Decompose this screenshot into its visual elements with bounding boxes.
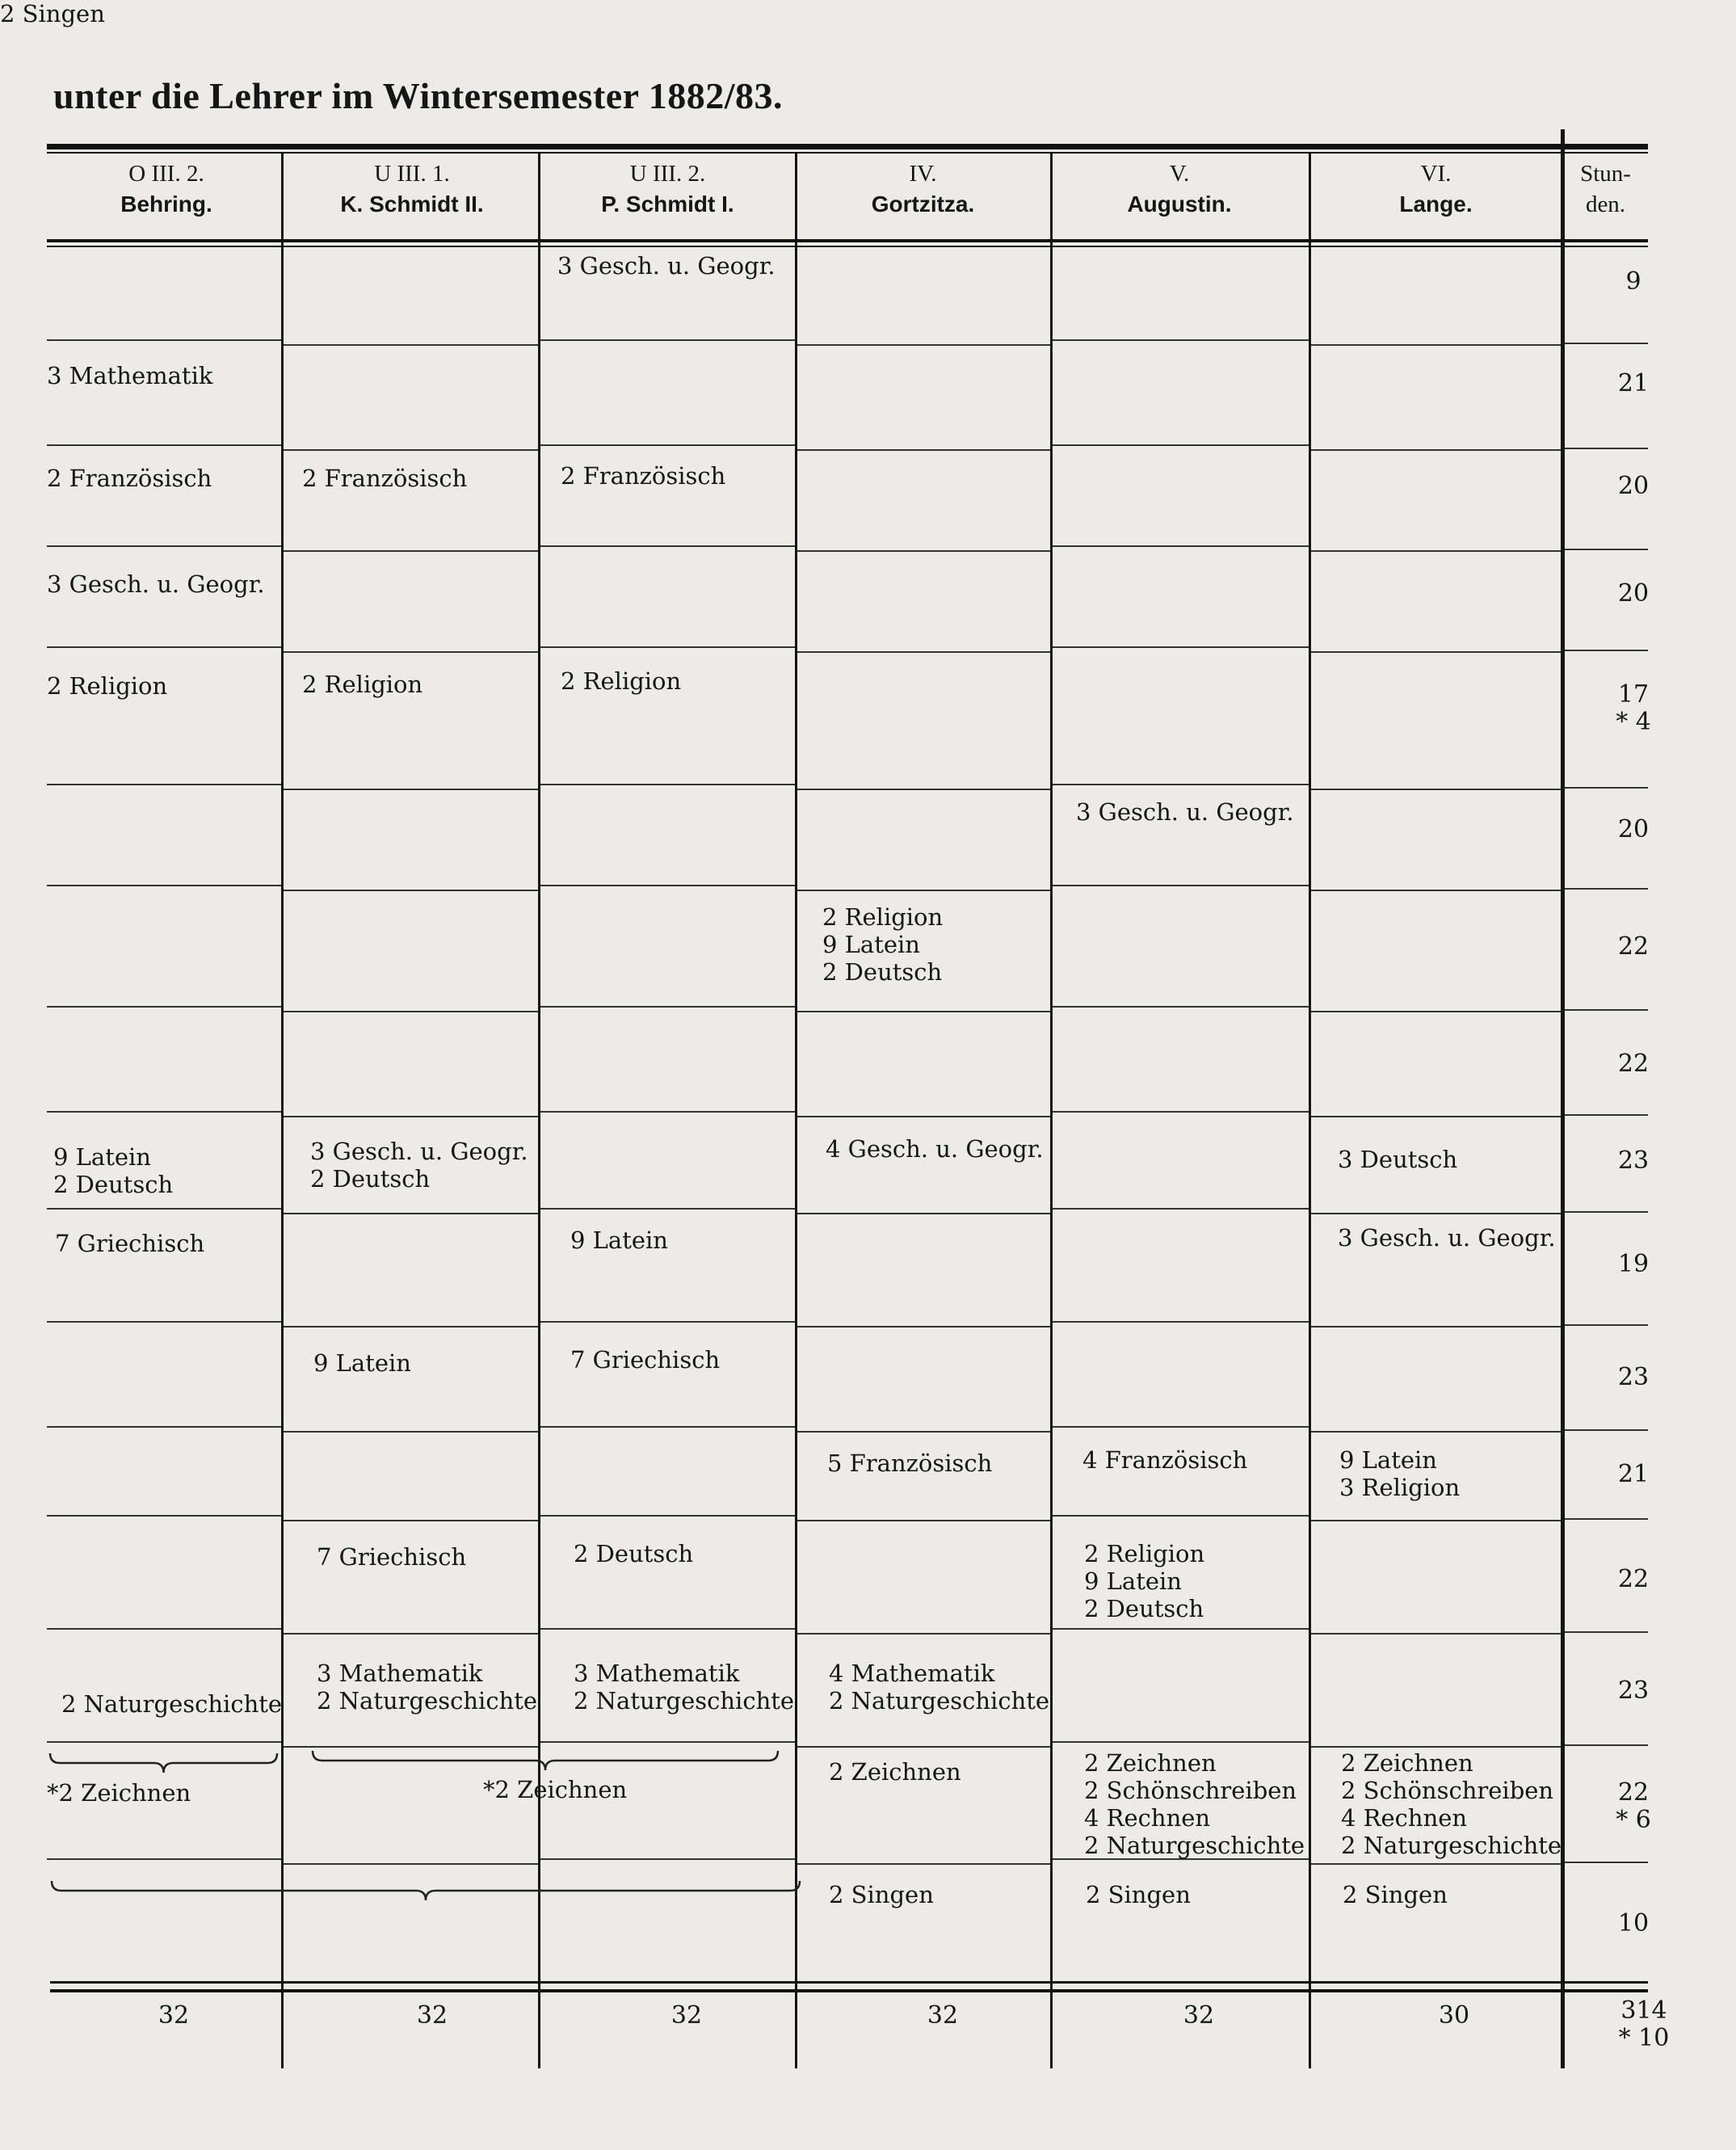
row-rule [1311, 1116, 1561, 1117]
hours-line: 22 [1617, 1050, 1650, 1078]
table-cell [1341, 1749, 1562, 1859]
row-rule [1565, 1429, 1648, 1431]
row-rule [284, 449, 538, 451]
column-header-class: O III. 2. [128, 161, 204, 187]
cell-line: 2 Deutsch [310, 1165, 431, 1193]
row-rule [1053, 1628, 1309, 1630]
cell-line: 2 Naturgeschichte [1341, 1832, 1562, 1859]
hours-line: 19 [1617, 1250, 1650, 1278]
page-title: unter die Lehrer im Wintersemester 1882/83. [53, 75, 784, 116]
column-header-teacher: den. [1585, 191, 1626, 217]
column-header-4 [796, 158, 1050, 220]
row-rule [1053, 1515, 1309, 1517]
cell-line: 2 Deutsch [53, 1171, 174, 1198]
row-rule [284, 1633, 538, 1635]
cell-line: 9 Latein [822, 931, 920, 958]
table-cell [1086, 1881, 1191, 1908]
table-cell [1082, 1446, 1247, 1474]
total-line: 30 [1438, 2001, 1470, 2030]
cell-line: 2 Singen [1086, 1881, 1191, 1908]
cell-line: 2 Zeichnen [1084, 1749, 1217, 1777]
hours-line: 22 [1617, 1565, 1650, 1593]
column-header-1 [48, 158, 284, 220]
table-cell [317, 1543, 466, 1571]
cell-line: 2 Deutsch [822, 958, 943, 986]
row-rule [540, 1628, 795, 1630]
column-divider-1 [281, 154, 284, 2068]
brace-singen [50, 1879, 801, 1904]
table-cell [47, 362, 212, 389]
cell-line: 7 Griechisch [570, 1346, 721, 1374]
top-rule-thin [47, 152, 1648, 154]
cell-line: *2 Zeichnen [483, 1776, 628, 1803]
hours-cell [1593, 1050, 1674, 1078]
column-header-class: U III. 2. [629, 161, 706, 187]
table-cell [829, 1758, 961, 1786]
hours-cell [1593, 681, 1674, 736]
table-cell [53, 1143, 173, 1198]
row-rule [47, 646, 281, 648]
cell-line: 3 Mathematik [574, 1660, 740, 1687]
cell-line: 2 Naturgeschichte [574, 1687, 795, 1715]
hours-line: 23 [1617, 1363, 1650, 1391]
table-cell [561, 462, 725, 490]
cell-line: 3 Gesch. u. Geogr. [47, 570, 265, 598]
row-rule [540, 646, 795, 648]
cell-line: 2 Religion [302, 671, 423, 698]
row-rule [47, 784, 281, 785]
row-rule [1311, 344, 1561, 346]
table-cell [61, 1690, 282, 1718]
row-rule [797, 1116, 1050, 1117]
row-rule [47, 1006, 281, 1008]
row-rule [540, 885, 795, 886]
hours-line: 20 [1617, 815, 1650, 844]
row-rule [540, 444, 795, 446]
cell-line: 7 Griechisch [55, 1230, 205, 1257]
hours-line: 21 [1617, 369, 1650, 398]
total-line: 314 [1620, 1996, 1667, 2025]
column-header-class: IV. [909, 161, 937, 187]
table-cell [55, 1230, 204, 1257]
row-rule [540, 1858, 795, 1860]
cell-line: 2 Französisch [561, 462, 726, 490]
hours-line: 10 [1617, 1909, 1650, 1938]
row-rule [1565, 1009, 1648, 1011]
row-rule [1311, 1633, 1561, 1635]
column-header-3 [540, 158, 796, 220]
hours-cell [1593, 1251, 1674, 1278]
row-rule [1311, 890, 1561, 891]
table-cell [0, 0, 105, 27]
row-rule [1311, 789, 1561, 790]
cell-line: *2 Zeichnen [47, 1779, 191, 1807]
cell-line: 2 Naturgeschichte [317, 1687, 538, 1715]
row-rule [1053, 444, 1309, 446]
cell-line: 4 Mathematik [829, 1660, 995, 1687]
row-rule [1565, 650, 1648, 651]
row-rule [47, 1628, 281, 1630]
hours-cell [1593, 933, 1674, 961]
table-cell [47, 672, 167, 700]
row-rule [47, 1741, 281, 1743]
row-rule [47, 1208, 281, 1210]
row-rule [47, 1321, 281, 1323]
column-header-teacher: Gortzitza. [871, 191, 975, 217]
header-rule [47, 239, 1648, 242]
table-cell [1076, 798, 1294, 826]
cell-line: 2 Singen [829, 1881, 934, 1908]
hours-line: 21 [1617, 1460, 1650, 1488]
row-rule [797, 1633, 1050, 1635]
cell-line: 7 Griechisch [317, 1543, 467, 1571]
hours-line: * 6 [1616, 1806, 1651, 1834]
table-cell [47, 570, 265, 598]
row-rule [1565, 787, 1648, 789]
column-header-7 [1563, 158, 1648, 220]
cell-line: 2 Singen [0, 0, 105, 27]
table-cell [570, 1346, 720, 1374]
row-rule [1565, 343, 1648, 344]
row-rule [540, 1006, 795, 1008]
row-rule [1053, 1006, 1309, 1008]
hours-cell [1593, 1147, 1674, 1175]
row-rule [797, 1520, 1050, 1521]
cell-line: 2 Singen [1343, 1881, 1448, 1908]
row-rule [797, 550, 1050, 552]
table-cell [574, 1540, 693, 1567]
column-header-teacher: Lange. [1399, 191, 1473, 217]
row-rule [540, 1208, 795, 1210]
hours-line: 23 [1617, 1147, 1650, 1175]
cell-line: 3 Gesch. u. Geogr. [1338, 1224, 1556, 1252]
cell-line: 2 Schönschreiben [1084, 1777, 1297, 1804]
table-cell [317, 1660, 537, 1715]
cell-line: 4 Französisch [1082, 1446, 1248, 1474]
cell-line: 4 Rechnen [1084, 1804, 1211, 1832]
column-header-5 [1050, 158, 1309, 220]
cell-line: 2 Religion [822, 903, 944, 931]
hours-line: 17 [1617, 680, 1650, 709]
table-cell [827, 1449, 992, 1477]
column-header-teacher: P. Schmidt I. [601, 191, 734, 217]
total-line: 32 [927, 2001, 959, 2030]
cell-line: 2 Französisch [302, 465, 468, 492]
hours-line: * 4 [1616, 708, 1651, 736]
row-rule [797, 1431, 1050, 1433]
table-cell [1338, 1224, 1556, 1252]
column-header-class: Stun- [1580, 161, 1631, 187]
top-rule-thick [47, 144, 1648, 149]
row-rule [540, 1426, 795, 1428]
brace-zeichnen-mid [311, 1749, 780, 1773]
row-rule [1311, 1431, 1561, 1433]
row-rule [797, 1746, 1050, 1748]
cell-line: 2 Religion [1084, 1540, 1205, 1567]
row-rule [47, 545, 281, 547]
table-cell [47, 465, 212, 492]
row-rule [1565, 1518, 1648, 1520]
row-rule [284, 789, 538, 790]
row-rule [540, 784, 795, 785]
cell-line: 9 Latein [570, 1226, 668, 1254]
table-cell [313, 1349, 411, 1377]
row-rule [47, 1111, 281, 1113]
row-rule [284, 890, 538, 891]
hours-line: 23 [1617, 1677, 1650, 1705]
hours-cell [1593, 1910, 1674, 1938]
row-rule [1565, 1744, 1648, 1746]
total-3 [638, 2002, 735, 2030]
row-rule [540, 1111, 795, 1113]
total-2 [384, 2002, 481, 2030]
row-rule [284, 1213, 538, 1214]
row-rule [284, 1326, 538, 1327]
row-rule [284, 1520, 538, 1521]
column-header-class: VI. [1420, 161, 1452, 187]
column-divider-3 [795, 154, 797, 2068]
row-rule [47, 885, 281, 886]
hours-line: 20 [1617, 472, 1650, 500]
cell-line: 3 Deutsch [1338, 1146, 1458, 1173]
row-rule [1311, 550, 1561, 552]
hours-cell [1593, 580, 1674, 608]
column-header-6 [1309, 158, 1563, 220]
cell-line: 4 Gesch. u. Geogr. [826, 1135, 1044, 1163]
row-rule [1311, 1326, 1561, 1327]
total-4 [894, 2002, 991, 2030]
row-rule [47, 444, 281, 446]
hours-line: 9 [1625, 267, 1641, 296]
total-line: 32 [158, 2001, 190, 2030]
cell-line: 9 Latein [1339, 1446, 1437, 1474]
cell-line: 2 Naturgeschichte [61, 1690, 283, 1718]
row-rule [797, 1213, 1050, 1214]
total-5 [1150, 2002, 1247, 2030]
cell-line: 2 Religion [561, 667, 682, 695]
row-rule [1565, 1324, 1648, 1326]
cell-line: 2 Naturgeschichte [1084, 1832, 1305, 1859]
row-rule [1565, 549, 1648, 550]
column-header-teacher: Augustin. [1127, 191, 1232, 217]
row-rule [47, 1515, 281, 1517]
table-cell [302, 671, 422, 698]
table-cell [557, 252, 776, 280]
row-rule [1311, 1520, 1561, 1521]
row-rule [284, 1116, 538, 1117]
cell-line: 2 Naturgeschichte [829, 1687, 1050, 1715]
cell-line: 3 Religion [1339, 1474, 1461, 1501]
row-rule [284, 550, 538, 552]
cell-line: 5 Französisch [827, 1449, 993, 1477]
table-cell [483, 1776, 627, 1803]
total-7 [1595, 1997, 1692, 2052]
cell-line: 2 Deutsch [574, 1540, 694, 1567]
cell-line: 9 Latein [53, 1143, 151, 1171]
table-cell [829, 1660, 1049, 1715]
row-rule [284, 651, 538, 653]
total-6 [1406, 2002, 1503, 2030]
hours-cell [1593, 1779, 1674, 1834]
row-rule [1053, 545, 1309, 547]
row-rule [47, 1426, 281, 1428]
cell-line: 3 Mathematik [317, 1660, 483, 1687]
row-rule [1311, 1011, 1561, 1012]
row-rule [1053, 1741, 1309, 1743]
cell-line: 2 Schönschreiben [1341, 1777, 1554, 1804]
row-rule [797, 449, 1050, 451]
row-rule [1565, 1862, 1648, 1863]
row-rule [1053, 1426, 1309, 1428]
row-rule [797, 344, 1050, 346]
table-cell [1084, 1749, 1305, 1859]
table-cell [561, 667, 681, 695]
cell-line: 2 Deutsch [1084, 1595, 1204, 1622]
row-rule [1053, 885, 1309, 886]
table-cell [47, 1779, 191, 1807]
cell-line: 3 Gesch. u. Geogr. [557, 252, 776, 280]
table-cell [822, 903, 943, 986]
row-rule [1565, 1211, 1648, 1213]
row-rule [284, 1431, 538, 1433]
hours-cell [1593, 473, 1674, 500]
hours-cell [1593, 1461, 1674, 1488]
hours-cell [1593, 1677, 1674, 1705]
row-rule [47, 339, 281, 341]
row-rule [797, 789, 1050, 790]
table-cell [1343, 1881, 1448, 1908]
row-rule [797, 1863, 1050, 1865]
row-rule [1565, 1114, 1648, 1116]
cell-line: 9 Latein [1084, 1567, 1182, 1595]
column-header-teacher: K. Schmidt II. [340, 191, 484, 217]
row-rule [1053, 1321, 1309, 1323]
total-line: 32 [670, 2001, 703, 2030]
row-rule [1053, 1111, 1309, 1113]
column-header-teacher: Behring. [120, 191, 212, 217]
row-rule [1053, 1208, 1309, 1210]
row-rule [47, 1858, 281, 1860]
row-rule [1311, 1863, 1561, 1865]
row-rule [284, 1011, 538, 1012]
brace-zeichnen-left [48, 1752, 279, 1776]
row-rule [797, 1011, 1050, 1012]
row-rule [1565, 888, 1648, 890]
row-rule [540, 545, 795, 547]
table-cell [302, 465, 467, 492]
table-cell [1339, 1446, 1460, 1501]
table-cell [1338, 1146, 1457, 1173]
hours-cell [1593, 1364, 1674, 1391]
hours-line: 22 [1617, 932, 1650, 961]
row-rule [1311, 449, 1561, 451]
row-rule [797, 890, 1050, 891]
table-cell [310, 1138, 528, 1193]
hours-cell [1593, 816, 1674, 844]
total-1 [125, 2002, 222, 2030]
cell-line: 4 Rechnen [1341, 1804, 1468, 1832]
hours-line: 22 [1617, 1778, 1650, 1807]
cell-line: 3 Gesch. u. Geogr. [1076, 798, 1294, 826]
cell-line: 2 Zeichnen [829, 1758, 961, 1786]
cell-line: 3 Gesch. u. Geogr. [310, 1138, 528, 1165]
table-cell [574, 1660, 794, 1715]
table-cell [1084, 1540, 1204, 1622]
hours-line: 20 [1617, 579, 1650, 608]
row-rule [540, 1515, 795, 1517]
cell-line: 3 Mathematik [47, 362, 213, 389]
column-divider-5 [1309, 154, 1311, 2068]
row-rule [540, 1741, 795, 1743]
row-rule [284, 1863, 538, 1865]
row-rule [1053, 784, 1309, 785]
table-cell [570, 1226, 668, 1254]
row-rule [540, 1321, 795, 1323]
header-rule-2 [47, 246, 1648, 247]
row-rule [797, 1326, 1050, 1327]
hours-cell [1593, 1566, 1674, 1593]
column-header-class: V. [1169, 161, 1190, 187]
bottom-rule-2 [50, 1989, 1648, 1992]
row-rule [1565, 1631, 1648, 1633]
column-header-2 [284, 158, 540, 220]
row-rule [1311, 1746, 1561, 1748]
cell-line: 2 Religion [47, 672, 168, 700]
row-rule [284, 1746, 538, 1748]
row-rule [1565, 448, 1648, 449]
row-rule [1311, 1213, 1561, 1214]
bottom-rule-1 [50, 1981, 1648, 1984]
hours-cell [1593, 370, 1674, 398]
cell-line: 2 Zeichnen [1341, 1749, 1473, 1777]
row-rule [1053, 646, 1309, 648]
row-rule [797, 651, 1050, 653]
cell-line: 9 Latein [313, 1349, 411, 1377]
row-rule [540, 339, 795, 341]
cell-line: 2 Französisch [47, 465, 212, 492]
table-cell [826, 1135, 1044, 1163]
row-rule [284, 344, 538, 346]
hours-cell [1593, 268, 1674, 296]
total-line: 32 [1183, 2001, 1215, 2030]
total-line: 32 [416, 2001, 448, 2030]
table-cell [829, 1881, 934, 1908]
total-line: * 10 [1618, 2024, 1670, 2052]
column-header-class: U III. 1. [374, 161, 450, 187]
row-rule [1053, 339, 1309, 341]
row-rule [1311, 651, 1561, 653]
